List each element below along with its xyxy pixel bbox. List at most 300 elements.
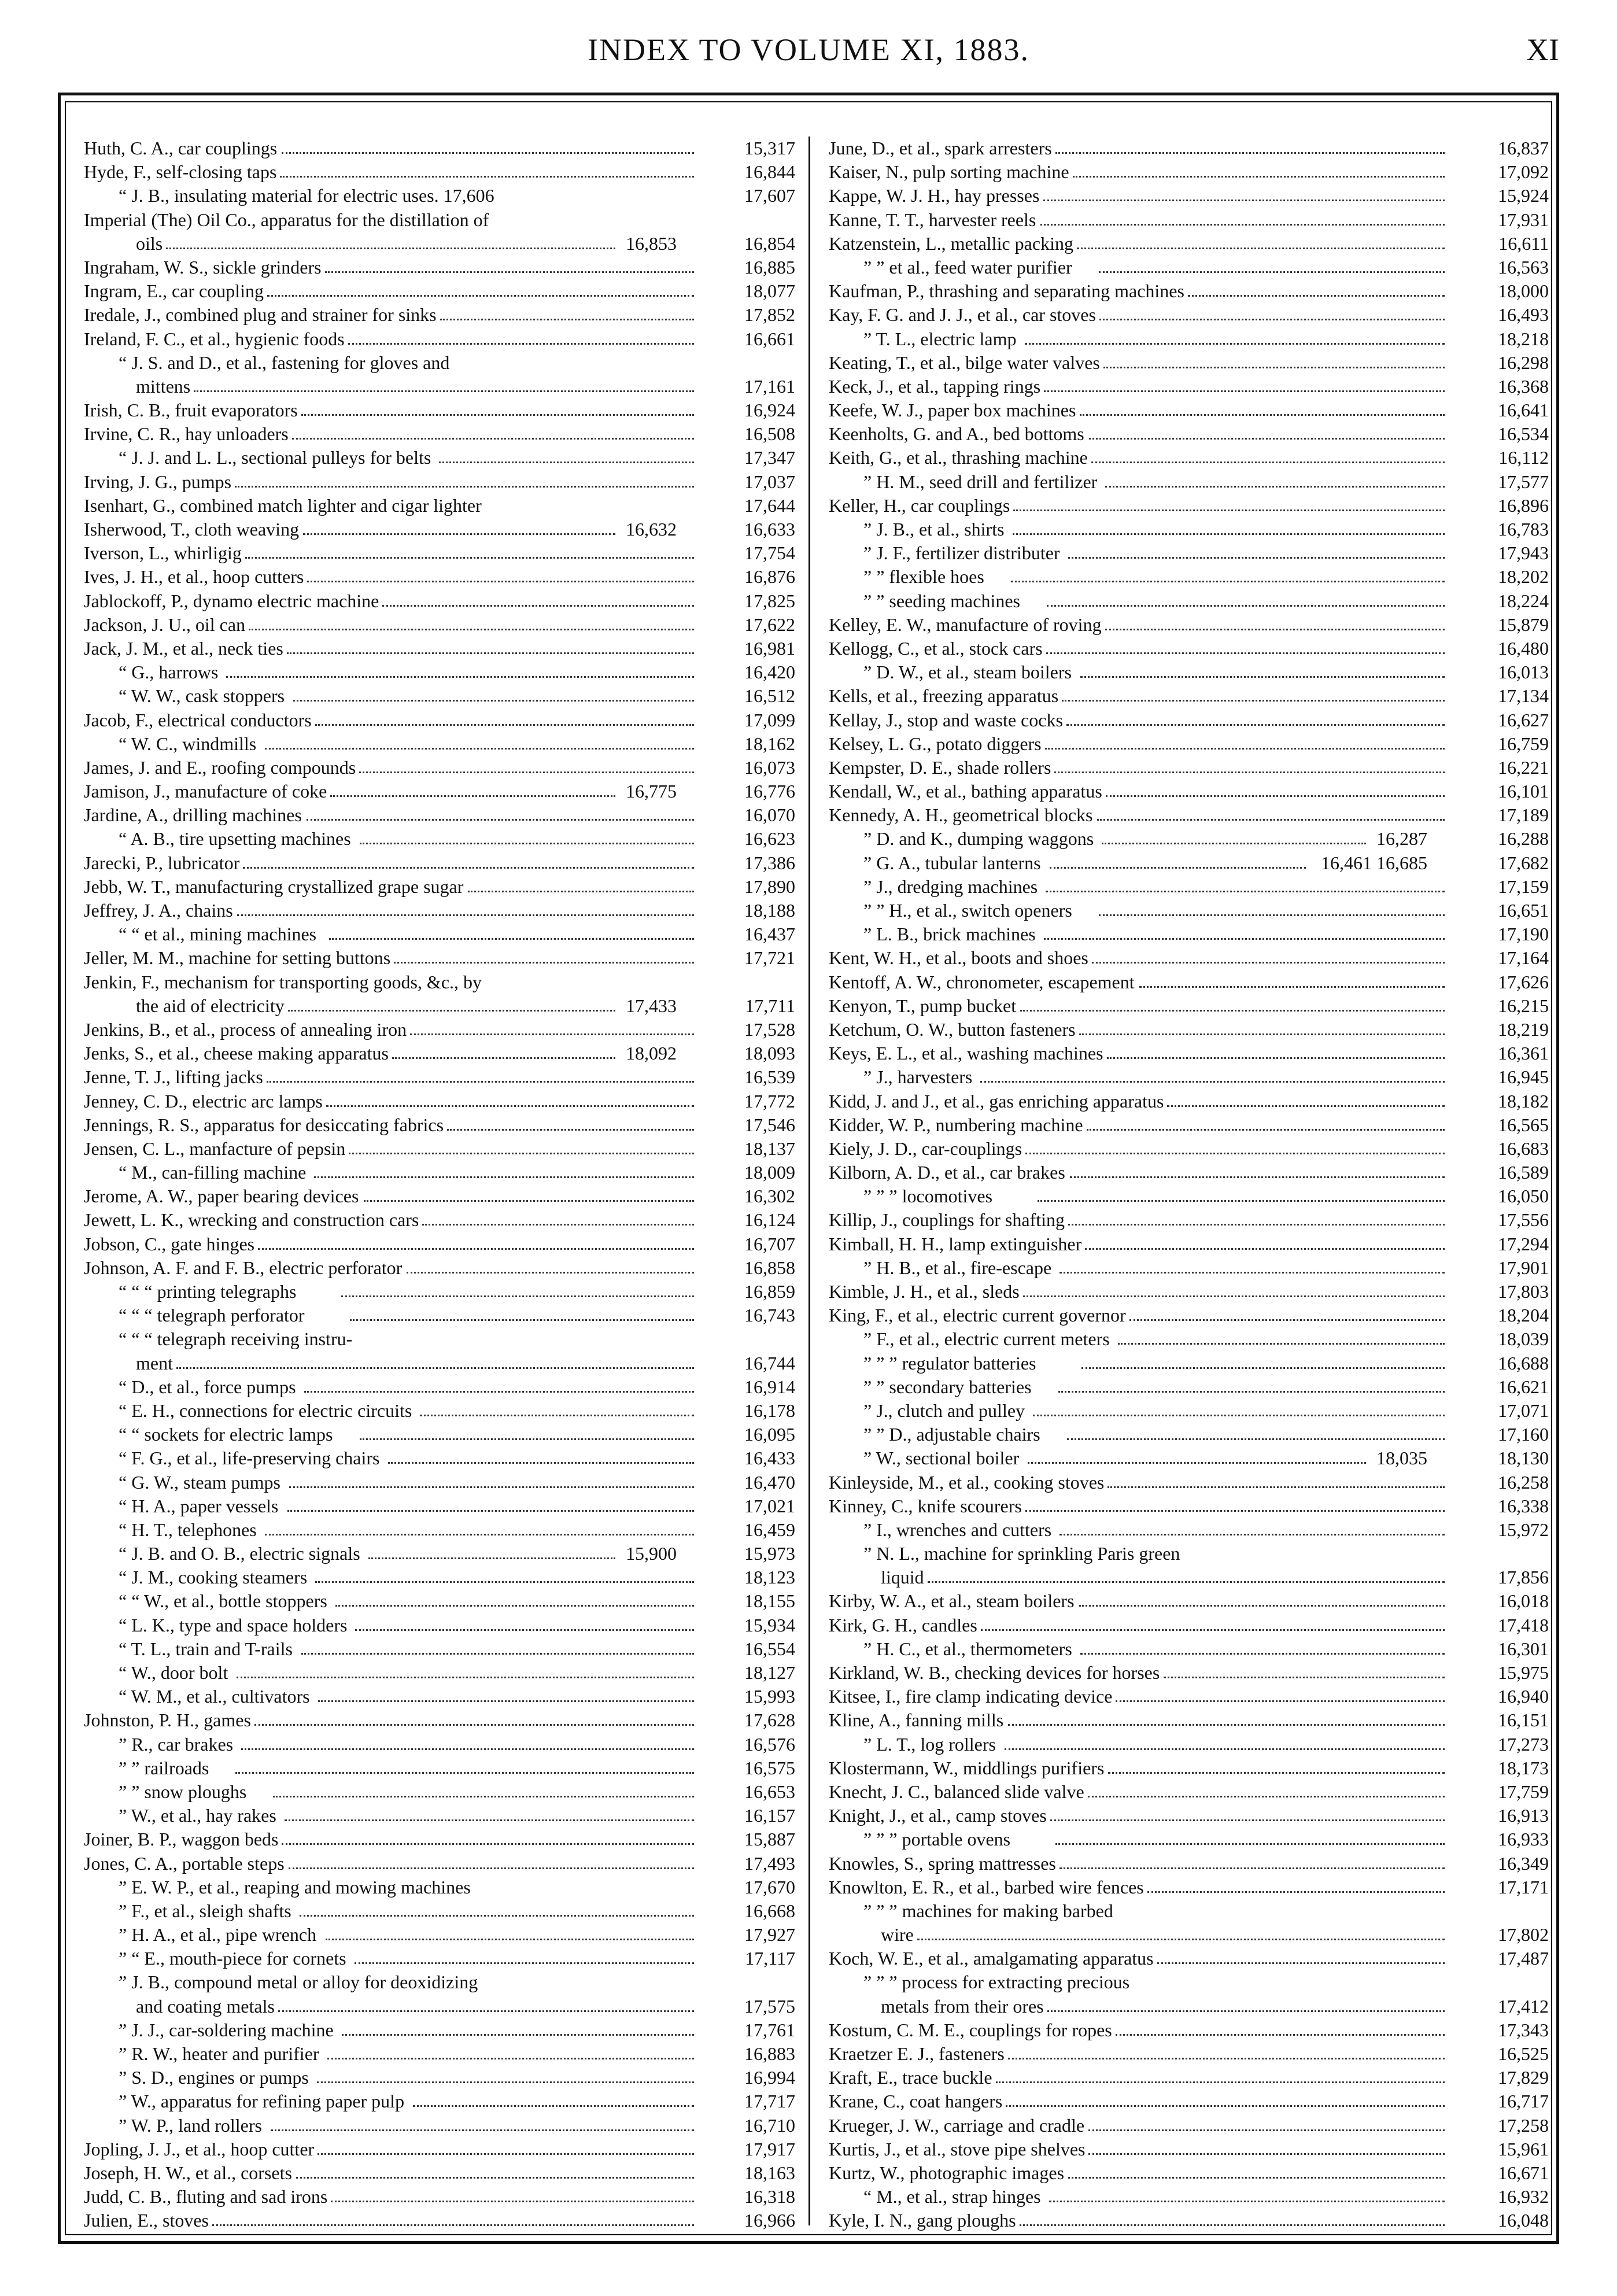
entry-text: “ “ “ printing telegraphs	[119, 1281, 297, 1302]
entry-text: Jobson, C., gate hinges	[84, 1233, 255, 1254]
entry-reference-number: 16,854	[744, 232, 795, 254]
entry-text: ” ” ” locomotives	[863, 1186, 993, 1207]
entry-reference-number: 16,470	[744, 1471, 795, 1493]
entry-text: mittens	[136, 375, 191, 397]
entry-text: ” F., et al., electric current meters	[863, 1328, 1110, 1350]
entry-reference-number: 16,883	[744, 2043, 795, 2064]
index-entry	[829, 851, 1549, 875]
entry-reference-number: 16,933	[1498, 1829, 1549, 1850]
dot-leader	[1102, 843, 1366, 844]
dot-leader	[1091, 462, 1445, 463]
index-entry	[829, 875, 1549, 899]
index-entry	[829, 422, 1549, 446]
entry-reference-number: 16,913	[1498, 1805, 1549, 1826]
index-entry	[84, 589, 795, 613]
dot-leader	[318, 1700, 694, 1702]
entry-reference-number: 18,039	[1498, 1328, 1549, 1350]
entry-alt-reference: 16,632	[626, 519, 677, 540]
entry-text: “ D., et al., force pumps	[119, 1376, 296, 1397]
entry-reference-number: 16,151	[1498, 1710, 1549, 1731]
entry-reference-number: 16,576	[744, 1733, 795, 1755]
dot-leader	[468, 891, 694, 892]
entry-reference-number: 16,885	[744, 256, 795, 278]
entry-reference-number: 17,021	[744, 1495, 795, 1516]
index-entry	[829, 1899, 1549, 1923]
dot-leader	[1025, 1510, 1445, 1512]
entry-reference-number: 16,981	[744, 637, 795, 659]
entry-text: Jack, J. M., et al., neck ties	[84, 637, 283, 659]
entry-text: Jones, C. A., portable steps	[84, 1852, 285, 1874]
dot-leader	[317, 2081, 694, 2083]
entry-text: Koch, W. E., et al., amalgamating apparatus	[829, 1948, 1154, 1969]
dot-leader	[422, 1224, 694, 1225]
index-entry	[829, 1256, 1549, 1280]
entry-reference-number: 15,879	[1498, 614, 1549, 635]
entry-text: Knecht, J. C., balanced slide valve	[829, 1781, 1084, 1802]
entry-reference-number: 17,670	[744, 1876, 795, 1898]
dot-leader	[917, 1939, 1445, 1940]
entry-reference-number: 17,159	[1498, 876, 1549, 897]
index-entry	[829, 827, 1549, 851]
index-entry	[829, 2042, 1549, 2066]
index-entry	[84, 803, 795, 827]
index-column-left	[84, 136, 795, 2233]
entry-reference-number: 17,577	[1498, 471, 1549, 492]
entry-reference-number: 18,123	[744, 1567, 795, 1588]
entry-text: “ “ sockets for electric lamps	[119, 1424, 333, 1445]
index-entry	[84, 1327, 795, 1351]
dot-leader	[1081, 1367, 1445, 1369]
dot-leader	[289, 1867, 694, 1869]
dot-leader	[1013, 510, 1445, 511]
index-entry	[829, 1399, 1549, 1423]
dot-leader	[326, 1939, 694, 1940]
dot-leader	[360, 1438, 695, 1440]
dot-leader	[335, 1605, 694, 1607]
dot-leader	[1005, 1748, 1445, 1750]
entry-text: Jenkins, B., et al., process of annealing iron	[84, 1018, 407, 1040]
entry-text: ” E. W. P., et al., reaping and mowing machines	[119, 1876, 471, 1898]
entry-reference-number: 15,887	[744, 1829, 795, 1850]
index-entry	[829, 1708, 1549, 1732]
entry-text: “ J. B. and O. B., electric signals	[119, 1543, 360, 1564]
entry-text: Jensen, C. L., manfacture of pepsin	[84, 1138, 346, 1159]
entry-text: Keys, E. L., et al., washing machines	[829, 1043, 1103, 1064]
index-entry	[829, 613, 1549, 637]
entry-text: ” J. J., car-soldering machine	[119, 2019, 334, 2040]
dot-leader	[237, 1677, 694, 1678]
index-entry	[84, 1113, 795, 1137]
entry-alt-reference: 16,287	[1376, 828, 1427, 850]
entry-reference-number: 16,668	[744, 1900, 795, 1921]
entry-text: Jennings, R. S., apparatus for desiccating fabrics	[84, 1114, 444, 1135]
index-entry	[829, 208, 1549, 232]
index-entry	[829, 1352, 1549, 1375]
entry-text: Kraetzer E. J., fasteners	[829, 2043, 1005, 2064]
index-entry	[84, 2185, 795, 2209]
entry-reference-number: 16,627	[1498, 709, 1549, 730]
index-entry	[829, 2114, 1549, 2138]
entry-reference-number: 16,743	[744, 1305, 795, 1326]
entry-reference-number: 16,611	[1498, 232, 1549, 254]
index-entry	[829, 1423, 1549, 1446]
index-entry	[84, 1065, 795, 1089]
index-entry	[829, 756, 1549, 780]
dot-leader	[249, 629, 694, 630]
entry-alt-reference: 15,900	[626, 1543, 677, 1564]
dot-leader	[1118, 1343, 1445, 1345]
index-entry	[829, 470, 1549, 494]
entry-text: ” ” flexible hoes	[863, 566, 984, 588]
index-entry	[829, 1161, 1549, 1184]
dot-leader	[235, 1772, 694, 1774]
entry-reference-number: 16,048	[1498, 2210, 1549, 2231]
entry-text: Iverson, L., whirligig	[84, 542, 242, 564]
dot-leader	[289, 1486, 694, 1488]
index-entry	[84, 1471, 795, 1494]
entry-text: Jerome, A. W., paper bearing devices	[84, 1186, 359, 1207]
entry-reference-number: 17,556	[1498, 1209, 1549, 1231]
entry-reference-number: 17,493	[744, 1852, 795, 1874]
entry-text: Kennedy, A. H., geometrical blocks	[829, 804, 1093, 826]
dot-leader	[287, 652, 694, 654]
dot-leader	[1073, 176, 1445, 178]
index-entry	[84, 851, 795, 875]
entry-reference-number: 16,534	[1498, 423, 1549, 445]
entry-text: Keenholts, G. and A., bed bottoms	[829, 423, 1084, 445]
entry-reference-number: 17,160	[1498, 1424, 1549, 1445]
index-entry	[84, 2161, 795, 2185]
entry-reference-number: 16,508	[744, 423, 795, 445]
dot-leader	[1079, 1033, 1445, 1035]
index-entry	[829, 1232, 1549, 1256]
entry-text: Jewett, L. K., wrecking and construction cars	[84, 1209, 419, 1231]
entry-text: the aid of electricity	[136, 995, 285, 1016]
entry-text: “ W. M., et al., cultivators	[119, 1686, 310, 1707]
entry-reference-number: 17,134	[1498, 685, 1549, 707]
dot-leader	[1067, 1438, 1445, 1440]
dot-leader	[1038, 1200, 1445, 1202]
index-entry	[829, 1327, 1549, 1351]
entry-reference-number: 16,554	[744, 1638, 795, 1659]
entry-text: ” N. L., machine for sprinkling Paris green	[863, 1543, 1180, 1564]
dot-leader	[440, 319, 694, 320]
dot-leader	[1139, 986, 1445, 988]
dot-leader	[254, 1724, 694, 1726]
entry-reference-number: 15,973	[744, 1543, 795, 1564]
entry-text: Kilborn, A. D., et al., car brakes	[829, 1162, 1065, 1183]
entry-reference-number: 17,412	[1498, 1995, 1549, 2017]
entry-reference-number: 17,607	[744, 185, 795, 206]
entry-text: ” R., car brakes	[119, 1733, 234, 1755]
dot-leader	[1105, 486, 1445, 488]
index-entry	[84, 160, 795, 184]
index-entry	[829, 160, 1549, 184]
entry-text: ” W., apparatus for refining paper pulp	[119, 2091, 405, 2112]
index-entry	[829, 1375, 1549, 1399]
dot-leader	[1055, 152, 1445, 154]
index-entry	[84, 303, 795, 327]
index-entry	[84, 922, 795, 946]
dot-leader	[280, 176, 694, 178]
entry-reference-number: 16,459	[744, 1519, 795, 1540]
entry-text: Kimball, H. H., lamp extinguisher	[829, 1233, 1082, 1254]
index-entry	[84, 1256, 795, 1280]
dot-leader	[1025, 1153, 1445, 1154]
dot-leader	[996, 2081, 1445, 2083]
entry-text: Kyle, I. N., gang ploughs	[829, 2210, 1016, 2231]
index-entry	[829, 1446, 1549, 1470]
dot-leader	[350, 1319, 694, 1321]
index-entry	[829, 1304, 1549, 1327]
entry-reference-number: 16,288	[1498, 828, 1549, 850]
dot-leader	[413, 2105, 694, 2107]
dot-leader	[348, 343, 694, 345]
index-entry	[84, 1352, 795, 1375]
dot-leader	[1106, 795, 1445, 797]
entry-text: Joiner, B. P., waggon beds	[84, 1829, 279, 1850]
index-entry	[84, 1899, 795, 1923]
index-entry	[84, 660, 795, 684]
entry-reference-number: 16,124	[744, 1209, 795, 1231]
entry-reference-number: 16,512	[744, 685, 795, 707]
index-entry	[829, 2138, 1549, 2161]
entry-reference-number: 16,215	[1498, 995, 1549, 1016]
index-entry	[829, 232, 1549, 256]
index-entry	[84, 970, 795, 994]
index-entry	[84, 2138, 795, 2161]
entry-reference-number: 16,710	[744, 2114, 795, 2136]
dot-leader	[410, 1033, 694, 1035]
dot-leader	[1164, 1677, 1445, 1678]
dot-leader	[292, 438, 694, 440]
entry-text: Kanne, T. T., harvester reels	[829, 209, 1036, 230]
dot-leader	[212, 2224, 694, 2226]
dot-leader	[176, 1367, 694, 1369]
index-entry	[84, 1947, 795, 1970]
entry-reference-number: 16,940	[1498, 1686, 1549, 1707]
entry-text: Kells, et al., freezing apparatus	[829, 685, 1059, 707]
entry-reference-number: 16,683	[1498, 1138, 1549, 1159]
entry-reference-number: 17,575	[744, 1995, 795, 2017]
index-entry	[829, 1065, 1549, 1089]
entry-text: Killip, J., couplings for shafting	[829, 1209, 1065, 1231]
dot-leader	[166, 248, 615, 249]
entry-reference-number: 16,101	[1498, 781, 1549, 802]
entry-text: ” J., clutch and pulley	[863, 1400, 1025, 1421]
dot-leader	[1023, 1295, 1445, 1297]
entry-reference-number: 16,493	[1498, 304, 1549, 326]
index-entry	[84, 2209, 795, 2232]
dot-leader	[226, 676, 694, 678]
entry-reference-number: 16,258	[1498, 1471, 1549, 1493]
index-column-right	[829, 136, 1549, 2233]
index-entry	[829, 1852, 1549, 1876]
entry-text: Kostum, C. M. E., couplings for ropes	[829, 2019, 1112, 2040]
entry-text: ” ” snow ploughs	[119, 1781, 247, 1802]
entry-text: Kurtis, J., et al., stove pipe shelves	[829, 2138, 1086, 2160]
entry-reference-number: 16,945	[1498, 1066, 1549, 1088]
index-entry	[829, 637, 1549, 660]
entry-alt-reference: 17,433	[626, 995, 677, 1016]
entry-reference-number: 17,343	[1498, 2019, 1549, 2040]
index-entry	[84, 422, 795, 446]
entry-reference-number: 17,622	[744, 614, 795, 635]
index-entry	[84, 684, 795, 708]
entry-reference-number: 16,298	[1498, 352, 1549, 373]
entry-alt-reference: 16,775	[626, 781, 677, 802]
dot-leader	[1116, 1700, 1445, 1702]
entry-text: “ W., door bolt	[119, 1662, 228, 1683]
entry-reference-number: 16,368	[1498, 375, 1549, 397]
entry-text: Ingram, E., car coupling	[84, 280, 264, 302]
index-entry	[829, 1494, 1549, 1518]
dot-leader	[326, 1105, 694, 1107]
index-entry	[84, 1494, 795, 1518]
dot-leader	[1092, 962, 1445, 964]
dot-leader	[288, 1010, 615, 1012]
entry-text: Kellay, J., stop and waste cocks	[829, 709, 1063, 730]
entry-reference-number: 17,386	[744, 852, 795, 873]
index-entry	[84, 1804, 795, 1828]
index-entry	[829, 1637, 1549, 1661]
index-entry	[829, 541, 1549, 565]
entry-reference-number: 17,171	[1498, 1876, 1549, 1898]
entry-text: Jarecki, P., lubricator	[84, 852, 240, 873]
entry-reference-number: 18,130	[1498, 1448, 1549, 1469]
entry-text: ” R. W., heater and purifier	[119, 2043, 319, 2064]
dot-leader	[267, 1081, 694, 1083]
index-entry	[829, 1780, 1549, 1804]
index-entry	[84, 1566, 795, 1589]
index-entry	[829, 518, 1549, 541]
dot-leader	[1046, 891, 1445, 892]
dot-leader	[282, 1843, 694, 1845]
entry-text: “ G., harrows	[119, 662, 219, 683]
entry-reference-number: 15,975	[1498, 1662, 1549, 1683]
dot-leader	[1062, 700, 1445, 702]
dot-leader	[1080, 414, 1445, 416]
entry-text: Ingraham, W. S., sickle grinders	[84, 256, 322, 278]
entry-reference-number: 17,943	[1498, 542, 1549, 564]
dot-leader	[388, 1462, 695, 1464]
dot-leader	[1028, 1462, 1366, 1464]
entry-reference-number: 18,127	[744, 1662, 795, 1683]
entry-text: Joseph, H. W., et al., corsets	[84, 2162, 292, 2183]
index-entry	[84, 446, 795, 470]
dot-leader	[329, 938, 694, 940]
dot-leader	[1049, 2201, 1445, 2202]
index-entry	[84, 565, 795, 589]
index-entry	[829, 1184, 1549, 1208]
entry-text: James, J. and E., roofing compounds	[84, 756, 356, 778]
entry-text: Jopling, J. J., et al., hoop cutter	[84, 2138, 315, 2160]
entry-text: Kraft, E., trace buckle	[829, 2067, 992, 2088]
entry-reference-number: 17,528	[744, 1018, 795, 1040]
dot-leader	[355, 1962, 694, 1964]
entry-text: Kirby, W. A., et al., steam boilers	[829, 1590, 1075, 1612]
entry-text: Ketchum, O. W., button fasteners	[829, 1018, 1076, 1040]
dot-leader	[1085, 1248, 1445, 1250]
dot-leader	[341, 1295, 694, 1297]
index-entry	[84, 1733, 795, 1756]
entry-text: ” ” ” regulator batteries	[863, 1352, 1036, 1374]
dot-leader	[1068, 557, 1445, 559]
entry-text: ” ” ” portable ovens	[863, 1829, 1011, 1850]
dot-leader	[278, 2010, 694, 2012]
dot-leader	[314, 1176, 694, 1178]
index-entry	[829, 780, 1549, 803]
entry-text: ” J. B., et al., shirts	[863, 519, 1005, 540]
entry-text: Jebb, W. T., manufacturing crystallized grape sugar	[84, 876, 464, 897]
index-entry	[829, 803, 1549, 827]
entry-text: Johnson, A. F. and F. B., electric perforator	[84, 1257, 403, 1278]
index-entry	[84, 1708, 795, 1732]
dot-leader	[301, 414, 694, 416]
dot-leader	[287, 1510, 694, 1512]
entry-text: Ives, J. H., et al., hoop cutters	[84, 566, 304, 588]
entry-reference-number: 16,633	[744, 519, 795, 540]
dot-leader	[392, 1057, 615, 1059]
index-entry	[829, 1280, 1549, 1304]
dot-leader	[1055, 1843, 1445, 1845]
entry-reference-number: 16,437	[744, 924, 795, 945]
entry-reference-number: 16,661	[744, 328, 795, 349]
entry-reference-number: 16,783	[1498, 519, 1549, 540]
dot-leader	[355, 1629, 694, 1631]
index-entry	[829, 375, 1549, 398]
dot-leader	[1087, 1129, 1445, 1131]
entry-text: “ “ et al., mining machines	[119, 924, 317, 945]
entry-text: ” ” H., et al., switch openers	[863, 900, 1072, 921]
entry-text: Kelsey, L. G., potato diggers	[829, 733, 1042, 754]
entry-reference-number: 16,759	[1498, 733, 1549, 754]
entry-reference-number: 16,070	[744, 804, 795, 826]
entry-reference-number: 18,155	[744, 1590, 795, 1612]
dot-leader	[368, 1557, 615, 1559]
entry-text: “ T. L., train and T-rails	[119, 1638, 293, 1659]
entry-text: Huth, C. A., car couplings	[84, 138, 278, 158]
entry-reference-number: 16,707	[744, 1233, 795, 1254]
entry-text: Krueger, J. W., carriage and cradle	[829, 2114, 1085, 2136]
index-entry	[84, 2114, 795, 2138]
entry-text: Julien, E., stoves	[84, 2210, 209, 2231]
index-entry	[84, 946, 795, 970]
entry-text: Kiely, J. D., car-couplings	[829, 1138, 1022, 1159]
dot-leader	[1099, 914, 1445, 916]
entry-text: Kline, A., fanning mills	[829, 1710, 1004, 1731]
dot-leader	[1129, 1319, 1445, 1321]
page-number: XI	[1526, 32, 1559, 67]
dot-leader	[928, 1581, 1445, 1583]
index-entry	[829, 2209, 1549, 2232]
index-entry	[829, 708, 1549, 732]
entry-reference-number: 18,188	[744, 900, 795, 921]
dot-leader	[1188, 295, 1445, 297]
entry-text: ” J. F., fertilizer distributer	[863, 542, 1060, 564]
index-entry	[829, 398, 1549, 422]
dot-leader	[1011, 581, 1445, 582]
entry-text: June, D., et al., spark arresters	[829, 138, 1052, 158]
entry-text: Irving, J. G., pumps	[84, 471, 232, 492]
page-title: INDEX TO VOLUME XI, 1883.	[588, 32, 1029, 67]
index-entry	[84, 1923, 795, 1947]
dot-leader	[307, 819, 694, 821]
entry-text: Kaiser, N., pulp sorting machine	[829, 161, 1069, 183]
entry-text: Kellogg, C., et al., stock cars	[829, 637, 1043, 659]
index-entry	[84, 256, 795, 279]
entry-reference-number: 16,671	[1498, 2162, 1549, 2183]
